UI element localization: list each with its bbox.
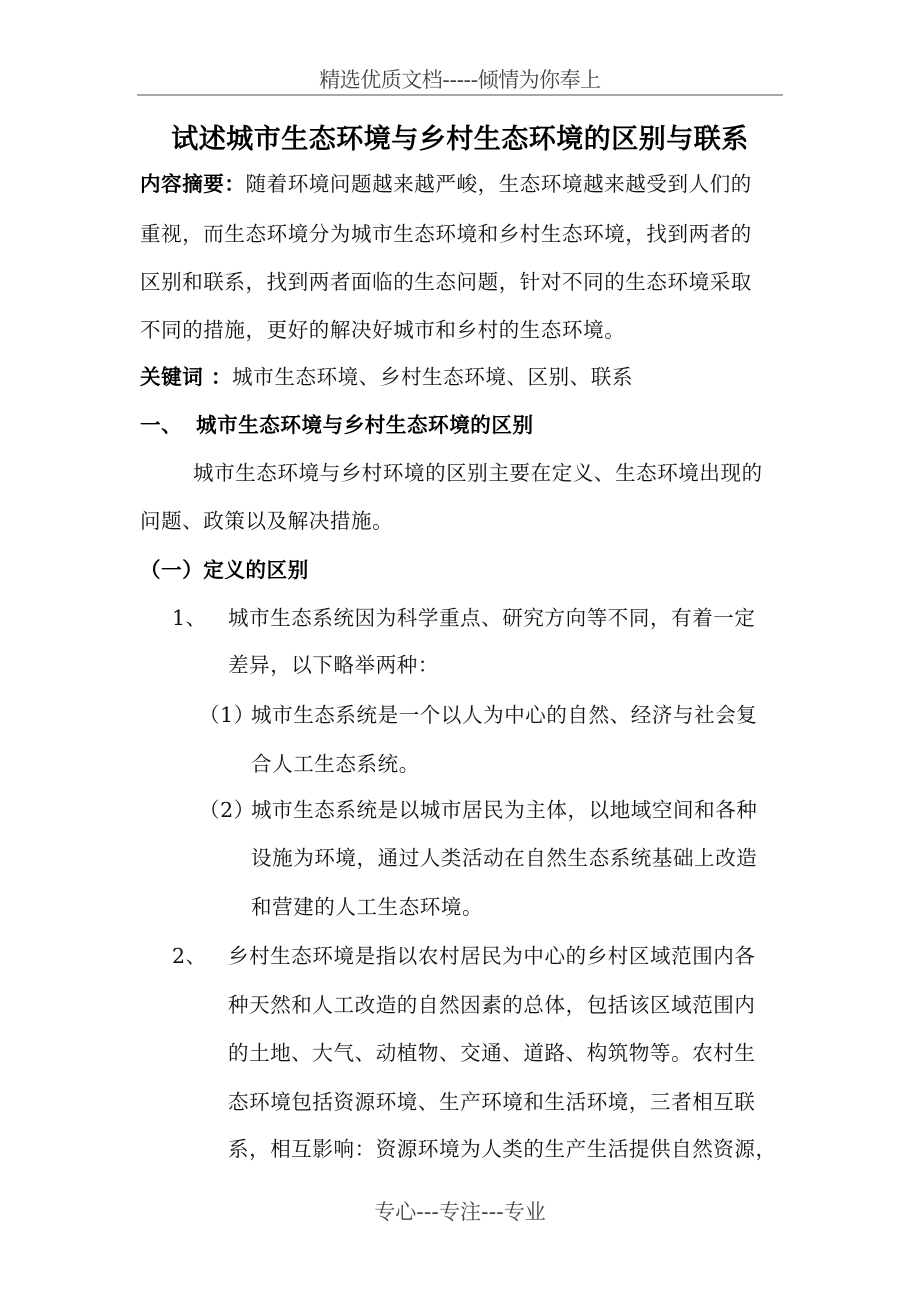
document-title: 试述城市生态环境与乡村生态环境的区别与联系 xyxy=(171,124,749,155)
subitem-2-line-1: 城市生态系统是以城市居民为主体，以地域空间和各种 xyxy=(251,798,758,822)
page-header: 精选优质文档-----倾情为你奉上 xyxy=(319,68,601,92)
keywords-text: 城市生态环境、乡村生态环境、区别、联系 xyxy=(232,365,634,389)
keywords-line xyxy=(140,363,633,391)
abstract-line-1 xyxy=(140,170,752,198)
subitem-2-line-2: 设施为环境，通过人类活动在自然生态系统基础上改造 xyxy=(251,846,758,870)
item-2-line-4: 态环境包括资源环境、生产环境和生活环境，三者相互联 xyxy=(228,1090,756,1114)
abstract-line-3: 区别和联系，找到两者面临的生态问题，针对不同的生态环境采取 xyxy=(140,270,752,294)
item-1-line-1: 城市生态系统因为科学重点、研究方向等不同，有着一定 xyxy=(228,606,756,630)
header-divider xyxy=(137,94,783,96)
section-1-number: 一、 xyxy=(140,413,183,437)
item-1-line-2: 差异，以下略举两种： xyxy=(228,653,439,677)
section-1-intro-line-1: 城市生态环境与乡村环境的区别主要在定义、生态环境出现的 xyxy=(193,461,763,485)
abstract-line-4: 不同的措施，更好的解决好城市和乡村的生态环境。 xyxy=(140,318,626,342)
item-2-line-5: 系，相互影响：资源环境为人类的生产生活提供自然资源， xyxy=(228,1137,777,1161)
subsection-1-heading: （一）定义的区别 xyxy=(140,558,309,582)
section-1-intro-line-2: 问题、政策以及解决措施。 xyxy=(140,509,394,533)
subitem-2-number: （2） xyxy=(199,798,255,822)
subitem-2-line-3: 和营建的人工生态环境。 xyxy=(251,895,484,919)
section-1-heading: 城市生态环境与乡村生态环境的区别 xyxy=(196,413,534,437)
abstract-label: 内容摘要： xyxy=(140,172,246,196)
abstract-line-2: 重视，而生态环境分为城市生态环境和乡村生态环境，找到两者的 xyxy=(140,222,752,246)
subitem-1-line-2: 合人工生态系统。 xyxy=(251,752,420,776)
keywords-label: 关键词 ： xyxy=(140,365,233,389)
subitem-1-number: （1） xyxy=(199,703,255,727)
subitem-1-line-1: 城市生态系统是一个以人为中心的自然、经济与社会复 xyxy=(251,703,758,727)
page-footer: 专心---专注---专业 xyxy=(374,1200,546,1224)
abstract-text: 随着环境问题越来越严峻，生态环境越来越受到人们的 xyxy=(245,172,752,196)
item-2-line-3: 的土地、大气、动植物、交通、道路、构筑物等。农村生 xyxy=(228,1041,756,1065)
item-1-number: 1、 xyxy=(172,606,207,630)
item-2-number: 2、 xyxy=(172,944,207,968)
item-2-line-2: 种天然和人工改造的自然因素的总体，包括该区域范围内 xyxy=(228,993,756,1017)
item-2-line-1: 乡村生态环境是指以农村居民为中心的乡村区域范围内各 xyxy=(228,944,756,968)
